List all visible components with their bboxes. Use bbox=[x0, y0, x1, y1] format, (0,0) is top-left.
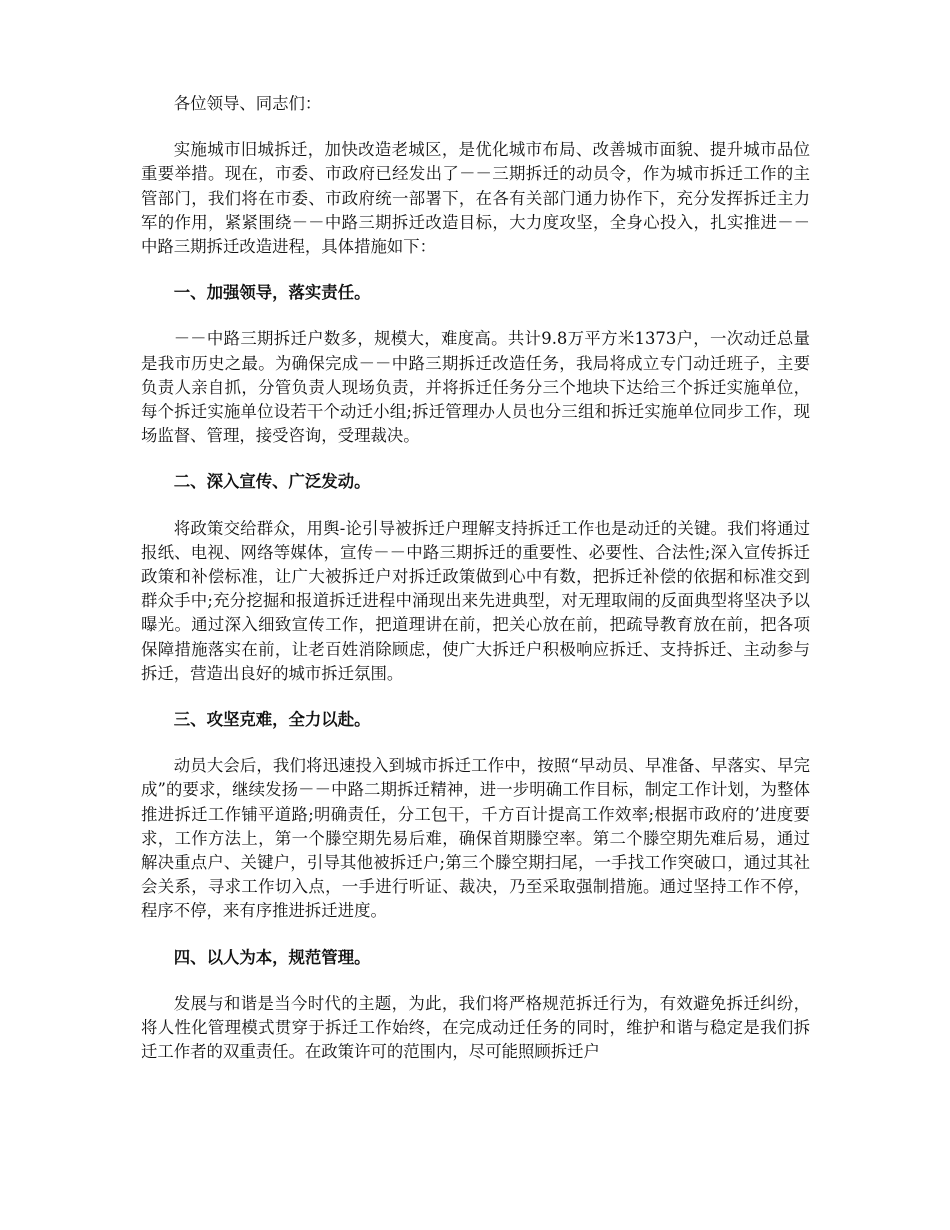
section-body: 将政策交给群众，用舆-论引导被拆迁户理解支持拆迁工作也是动迁的关键。我们将通过报纸、电视、网络等媒体，宣传－－中路三期拆迁的重要性、必要性、合法性;深入宣传拆迁政策和补偿标准，让广大被拆迁户对拆迁政策做到心中有数，把拆迁补偿的依据和标准交到群众手中;充分挖掘和报道拆迁进程中涌现出来先进典型，对无理取闹的反面典型将坚决予以曝光。通过深入细致宣传工作，把道理讲在前，把关心放在前，把疏导教育放在前，把各项保障措施落实在前，让老百姓消除顾虑，使广大拆迁户积极响应拆迁、支持拆迁、主动参与拆迁，营造出良好的城市拆迁氛围。 bbox=[141, 518, 810, 683]
section-heading: 四、以人为本，规范管理。 bbox=[173, 947, 371, 967]
section-body: 动员大会后，我们将迅速投入到城市拆迁工作中，按照“早动员、早准备、早落实、早完成”的要求，继续发扬－－中路二期拆迁精神，进一步明确工作目标，制定工作计划，为整体推进拆迁工作铺平道路;明确责任，分工包干，千方百计提高工作效率;根据市政府的’进度要求，工作方法上，第一个滕空期先易后难，确保首期滕空率。第二个滕空期先难后易，通过解决重点户、关键户，引导其他被拆迁户;第三个滕空期扫尾，一手找工作突破口，通过其社会关系，寻求工作切入点，一手进行听证、裁决，乃至采取强制措施。通过坚持工作不停，程序不停，来有序推进拆迁进度。 bbox=[141, 756, 810, 921]
greeting: 各位领导、同志们： bbox=[173, 94, 322, 113]
section-heading: 一、加强领导，落实责任。 bbox=[173, 283, 371, 303]
section-heading: 二、深入宣传、广泛发动。 bbox=[173, 472, 371, 492]
section-body: 发展与和谐是当今时代的主题，为此，我们将严格规范拆迁行为，有效避免拆迁纠纷，将人性化管理模式贯穿于拆迁工作始终，在完成动迁任务的同时，维护和谐与稳定是我们拆迁工作者的双重责任。在政策许可的范围内，尽可能照顾拆迁户 bbox=[141, 993, 810, 1062]
intro-paragraph: 实施城市旧城拆迁，加快改造老城区，是优化城市布局、改善城市面貌、提升城市品位重要举措。现在，市委、市政府已经发出了－－三期拆迁的动员令，作为城市拆迁工作的主管部门，我们将在市委、市政府统一部署下，在各有关部门通力协作下，充分发挥拆迁主力军的作用，紧紧围绕－－中路三期拆迁改造目标，大力度攻坚，全身心投入，扎实推进－－中路三期拆迁改造进程，具体措施如下： bbox=[141, 140, 810, 257]
section-heading: 三、攻坚克难，全力以赴。 bbox=[173, 710, 371, 730]
section-body: －－中路三期拆迁户数多，规模大，难度高。共计9.8万平方米1373户，一次动迁总量是我市历史之最。为确保完成－－中路三期拆迁改造任务，我局将成立专门动迁班子，主要负责人亲自抓，分管负责人现场负责，并将拆迁任务分三个地块下达给三个拆迁实施单位，每个拆迁实施单位设若干个动迁小组;拆迁管理办人员也分三组和拆迁实施单位同步工作，现场监督、管理，接受咨询，受理裁决。 bbox=[141, 329, 810, 446]
